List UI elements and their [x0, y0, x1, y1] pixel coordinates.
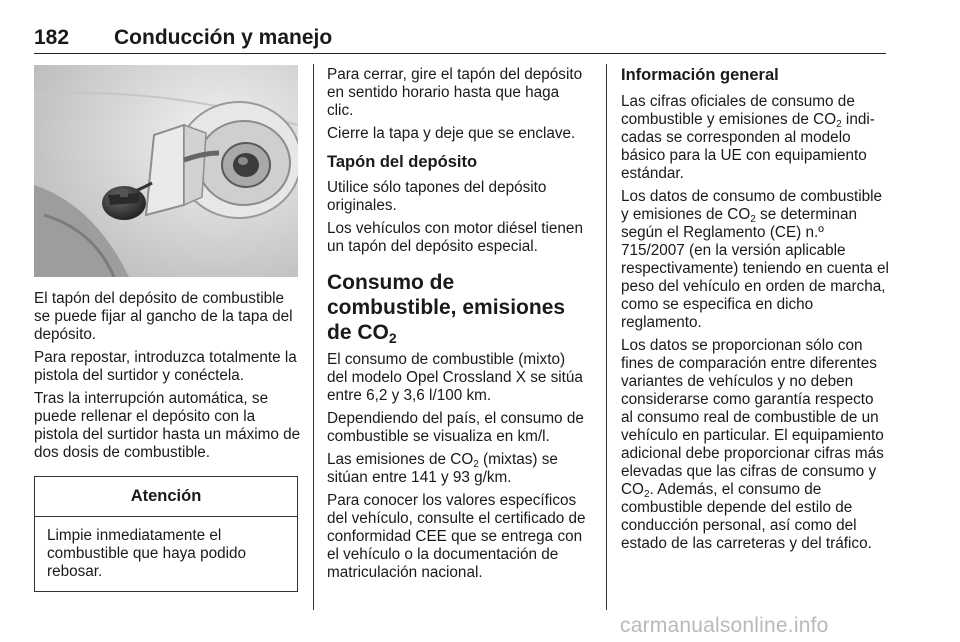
paragraph [621, 188, 889, 332]
subscript: 2 [836, 119, 842, 130]
paragraph: Utilice sólo tapones del depósito originales. [327, 179, 547, 214]
text-run: Las cifras oficiales de consumo de combustible y emisiones de CO [621, 93, 855, 128]
header-divider [34, 53, 886, 54]
subscript: 2 [388, 330, 397, 346]
page-number: 182 [34, 26, 70, 49]
subscript: 2 [643, 489, 650, 500]
paragraph: Tras la interrupción automática, se puede rellenar el depósito con la pistola del surtidor hasta un máximo de dos dosis de combustible. [34, 390, 301, 461]
subscript: 2 [473, 459, 479, 470]
paragraph [621, 93, 889, 183]
section-heading-fuel-cap: Tapón del depósito [327, 153, 478, 171]
paragraph: El consumo de combustible (mixto) del modelo Opel Crossland X se sitúa entre 6,2 y 3,6 l/100 km. [327, 351, 583, 404]
paragraph [621, 337, 889, 553]
paragraph: Para repostar, introduzca totalmente la pistola del surtidor y conéctela. [34, 349, 297, 384]
paragraph [327, 451, 589, 487]
text-run: indicadas se corresponden al modelo básico para la UE con equipamiento estándar. [621, 111, 875, 182]
heading-text: Consumo de combustible, emisiones de CO [327, 271, 566, 344]
section-heading-general-info: Información general [621, 66, 779, 84]
paragraph: Cierre la tapa y deje que se enclave. [327, 125, 576, 142]
section-heading-consumption [327, 270, 589, 345]
paragraph: Los vehículos con motor diésel tienen un tapón del depósito especial. [327, 220, 583, 255]
caution-body: Limpie inmediatamente el combustible que haya podido rebosar. [47, 527, 247, 580]
column-divider-2 [606, 64, 607, 610]
text-run: Los datos de consumo de combustible y emisiones de CO [621, 188, 883, 223]
column-middle [327, 66, 589, 587]
fuel-filler-illustration [34, 65, 298, 277]
watermark: carmanualsonline.info [620, 614, 829, 637]
chapter-title: Conducción y manejo [114, 26, 333, 49]
text-run: se determinan según el Reglamento (CE) n.º 715/2007 (en la versión aplicable respectivamente) teniendo en cuenta el peso del vehículo en orden de marcha, como se especifica en dicho reglamento. [621, 206, 889, 331]
text-run: Las emisiones de CO [327, 451, 474, 468]
image-caption: El tapón del depósito de combustible se puede fijar al gancho de la tapa del depósito. [34, 290, 293, 343]
paragraph: Para cerrar, gire el tapón del depósito en sentido horario hasta que haga clic. [327, 66, 583, 119]
text-run: (mixtas) se sitúan entre 141 y 93 g/km. [327, 451, 558, 486]
column-right [621, 66, 889, 558]
text-run: . Además, el consumo de combustible depende del estilo de conducción personal, así como del estado de las carreteras y del tráfico. [621, 481, 872, 552]
paragraph: Dependiendo del país, el consumo de combustible se visualiza en km/l. [327, 410, 584, 445]
caution-box [34, 476, 298, 592]
subscript: 2 [750, 214, 756, 225]
caution-title: Atención [35, 477, 297, 517]
column-divider-1 [313, 64, 314, 610]
column-left [34, 290, 302, 592]
text-run: Los datos se proporcionan sólo con fines de comparación entre diferentes variantes de vehículos y no deben considerarse como garantía respecto al consumo real de combustible de un vehículo en particular. El equipamiento adicional debe proporcionar cifras más elevadas que las cifras de consumo y CO [621, 337, 884, 498]
paragraph: Para conocer los valores específicos del vehículo, consulte el certificado de conformidad CEE que se entrega con el vehículo o la documentación de matriculación nacional. [327, 492, 586, 581]
